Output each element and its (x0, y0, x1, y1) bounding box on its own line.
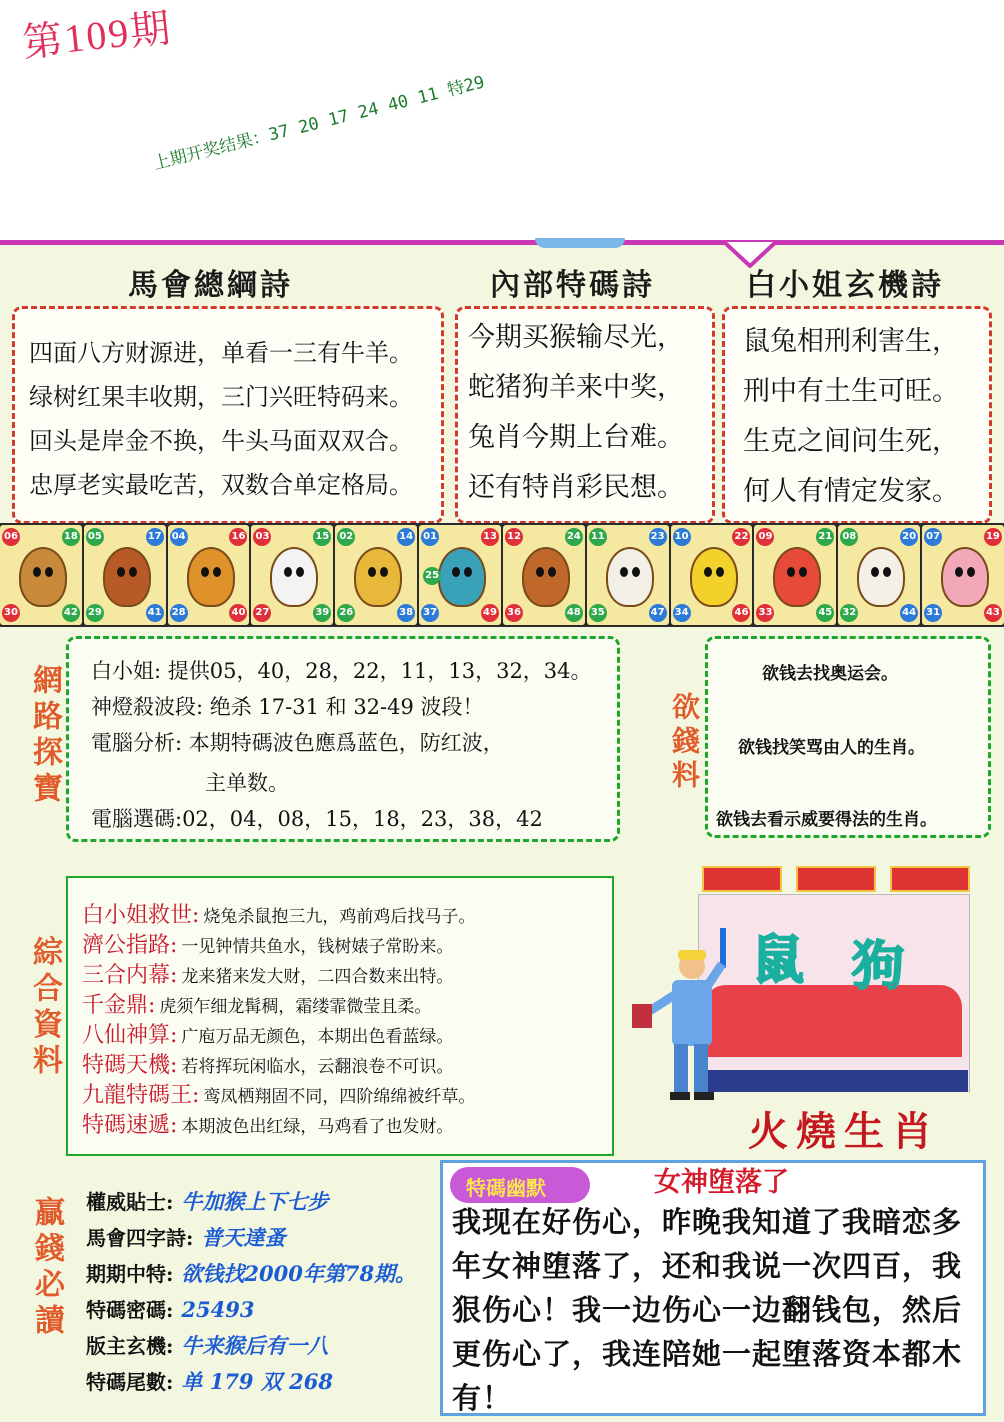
number-ball: 46 (732, 604, 750, 622)
number-ball: 49 (481, 604, 499, 622)
number-ball: 44 (900, 604, 918, 622)
rat-icon (19, 547, 67, 607)
label-comprehensive: 綜合資料 (27, 936, 62, 1080)
number-ball: 40 (229, 604, 247, 622)
number-ball: 11 (589, 528, 607, 546)
row-value: 龙来猪来发大财，二四合数来出特。 (181, 967, 454, 987)
board-base (700, 1070, 968, 1092)
zodiac-cell-goat (587, 525, 669, 625)
row-key: 權威貼士: (86, 1190, 174, 1214)
number-ball: 10 (673, 528, 691, 546)
number-ball: 18 (62, 528, 80, 546)
poem-line: 兔肖今期上台难。 (468, 422, 684, 453)
logo-edge (535, 238, 625, 248)
row-value: 一见钟情共鱼水，钱树婊子常盼来。 (181, 937, 454, 957)
row-value: 虎须乍细龙髯稠，霜缕霏微莹且柔。 (159, 997, 432, 1017)
horse-icon (522, 547, 570, 607)
row-key: 濟公指路: (82, 933, 178, 958)
number-ball: 42 (62, 604, 80, 622)
number-ball: 03 (253, 528, 271, 546)
row-value: 本期波色出红绿，马鸡看了也发财。 (181, 1117, 454, 1137)
number-ball: 38 (397, 604, 415, 622)
must-read-row (86, 1222, 285, 1252)
zodiac-cell-pig (922, 525, 1004, 625)
rooster-icon (773, 547, 821, 607)
monkey-icon (690, 547, 738, 607)
fire-wave (704, 985, 962, 1057)
poem-line: 还有特肖彩民想。 (468, 472, 684, 503)
wish-box (705, 636, 991, 838)
poem-box-middle (455, 306, 715, 524)
comprehensive-row (82, 1048, 453, 1079)
painter-icon (626, 928, 726, 1104)
zodiac-cell-dog (838, 525, 920, 625)
number-ball: 01 (421, 528, 439, 546)
network-line: 電腦分析: 本期特碼波色應爲蓝色，防红波， (91, 731, 504, 755)
label-wish-money: 欲錢料 (668, 692, 701, 794)
poem-line: 回头是岸金不换，牛头马面双双合。 (29, 427, 413, 455)
row-value: 烧兔杀鼠抱三九，鸡前鸡后找马子。 (203, 907, 476, 927)
number-ball: 45 (816, 604, 834, 622)
comprehensive-row (82, 928, 453, 959)
network-line: 主单数。 (205, 771, 289, 795)
number-ball: 06 (2, 528, 20, 546)
label-network-treasure: 網路探寶 (27, 664, 62, 808)
poem-line: 鼠兔相刑利害生， (743, 326, 959, 357)
row-value: 牛来猴后有一八 (181, 1333, 329, 1358)
number-ball: 35 (589, 604, 607, 622)
must-read-row (86, 1294, 254, 1323)
number-ball: 26 (337, 604, 355, 622)
rabbit-icon (270, 547, 318, 607)
number-ball: 13 (481, 528, 499, 546)
title-miss-bai-poem: 白小姐玄機詩 (746, 268, 944, 303)
row-key: 千金鼎: (82, 993, 156, 1018)
fire-zodiac-caption: 火燒生肖 (748, 1108, 940, 1155)
network-line: 神燈殺波段: 绝杀 17-31 和 32-49 波段！ (91, 695, 484, 719)
number-ball: 47 (649, 604, 667, 622)
comprehensive-row (82, 1078, 475, 1109)
number-ball: 09 (756, 528, 774, 546)
row-value: 广庖万品无颜色，本期出色看蓝绿。 (181, 1027, 454, 1047)
number-ball: 37 (421, 604, 439, 622)
ox-icon (103, 547, 151, 607)
row-value: 普天達蚤 (201, 1225, 286, 1250)
number-ball: 19 (984, 528, 1002, 546)
previous-result: 上期开奖结果：37 20 17 24 40 11 特29 (151, 72, 487, 175)
number-ball: 32 (840, 604, 858, 622)
comprehensive-row (82, 958, 453, 989)
number-ball: 28 (170, 604, 188, 622)
must-read-row (86, 1330, 328, 1360)
must-read-row (86, 1258, 416, 1288)
number-ball: 16 (229, 528, 247, 546)
wish-line: 欲钱找笑骂由人的生肖。 (738, 738, 925, 758)
number-ball: 17 (146, 528, 164, 546)
fire-word: 鼠 (752, 930, 805, 991)
zodiac-cell-rooster (754, 525, 836, 625)
poem-line: 绿树红果丰收期，三门兴旺特码来。 (29, 383, 413, 411)
poem-box-left (12, 306, 444, 524)
row-value: 单 179 双 268 (181, 1369, 333, 1394)
zodiac-cell-ox (84, 525, 166, 625)
number-ball: 08 (840, 528, 858, 546)
joke-badge (450, 1167, 590, 1203)
row-key: 白小姐救世: (82, 903, 200, 928)
number-ball: 04 (170, 528, 188, 546)
poem-line: 今期买猴输尽光， (468, 322, 684, 353)
zodiac-cell-horse (503, 525, 585, 625)
number-ball: 12 (505, 528, 523, 546)
dog-icon (857, 547, 905, 607)
must-read-row (86, 1366, 333, 1396)
number-ball: 07 (924, 528, 942, 546)
row-key: 版主玄機: (86, 1334, 174, 1358)
number-ball: 43 (984, 604, 1002, 622)
number-ball: 48 (565, 604, 583, 622)
number-ball: 41 (146, 604, 164, 622)
poem-box-right (722, 306, 992, 524)
row-key: 八仙神算: (82, 1023, 178, 1048)
zodiac-cell-rabbit (251, 525, 333, 625)
row-value: 25493 (181, 1297, 255, 1322)
row-key: 期期中特: (86, 1262, 174, 1286)
wish-line: 欲钱去看示威要得法的生肖。 (716, 810, 937, 830)
network-line: 電腦選碼:02，04，08，15，18，23，38，42 (91, 807, 543, 831)
joke-badge-text: 特碼幽默 (466, 1176, 546, 1200)
fire-word: 狗 (852, 936, 905, 997)
label-must-read: 贏錢必讀 (29, 1196, 64, 1340)
goat-icon (606, 547, 654, 607)
number-ball: 23 (649, 528, 667, 546)
issue-number: 第109期 (20, 5, 175, 66)
comprehensive-row (82, 1108, 453, 1139)
poem-line: 四面八方财源进，单看一三有牛羊。 (29, 339, 413, 367)
row-value: 鸾凤栖翔固不同，四阶绵绵被纤草。 (203, 1087, 476, 1107)
zodiac-cell-rat (0, 525, 82, 625)
poem-line: 何人有情定发家。 (743, 476, 959, 507)
poem-line: 蛇猪狗羊来中奖， (468, 372, 684, 403)
network-line: 白小姐: 提供05，40，28，22，11，13，32，34。 (91, 659, 592, 683)
poem-line: 生克之间问生死， (743, 426, 959, 457)
number-ball: 36 (505, 604, 523, 622)
number-ball: 27 (253, 604, 271, 622)
title-inner-code-poem: 內部特碼詩 (490, 268, 655, 303)
number-ball: 21 (816, 528, 834, 546)
zodiac-cell-snake (419, 525, 501, 625)
number-ball: 24 (565, 528, 583, 546)
chimney (796, 866, 876, 892)
comprehensive-box (66, 876, 614, 1156)
title-horse-club-poem: 馬會總綱詩 (128, 268, 293, 303)
row-key: 特碼密碼: (86, 1298, 174, 1322)
row-key: 特碼天機: (82, 1053, 178, 1078)
row-value: 若将挥玩闲临水，云翻浪卷不可识。 (181, 1057, 454, 1077)
zodiac-cell-monkey (671, 525, 753, 625)
row-value: 牛加猴上下七步 (181, 1189, 329, 1214)
pig-icon (941, 547, 989, 607)
number-ball: 30 (2, 604, 20, 622)
row-key: 特碼速遞: (82, 1113, 178, 1138)
comprehensive-row (82, 1018, 453, 1049)
chimney (702, 866, 782, 892)
number-ball: 05 (86, 528, 104, 546)
wish-line: 欲钱去找奥运会。 (762, 664, 898, 684)
comprehensive-row (82, 988, 431, 1019)
number-ball: 14 (397, 528, 415, 546)
zodiac-cell-dragon (335, 525, 417, 625)
zodiac-number-strip (0, 523, 1004, 627)
joke-body: 我现在好伤心，昨晚我知道了我暗恋多年女神堕落了，还和我说一次四百，我狠伤心！我一边伤心一边翻钱包，然后更伤心了，我连陪她一起堕落资本都木有！ (452, 1205, 963, 1415)
zodiac-cell-tiger (168, 525, 250, 625)
number-ball: 20 (900, 528, 918, 546)
number-ball: 22 (732, 528, 750, 546)
comprehensive-row (82, 898, 475, 929)
number-ball: 31 (924, 604, 942, 622)
poem-line: 刑中有土生可旺。 (743, 376, 959, 407)
number-ball: 25 (423, 567, 441, 585)
joke-title: 女神堕落了 (654, 1167, 789, 1198)
number-ball: 39 (313, 604, 331, 622)
number-ball: 15 (313, 528, 331, 546)
must-read-row (86, 1186, 328, 1216)
poem-line: 忠厚老实最吃苦，双数合单定格局。 (29, 471, 413, 499)
number-ball: 02 (337, 528, 355, 546)
network-box (66, 636, 620, 842)
snake-icon (438, 547, 486, 607)
row-value: 欲钱找2000年第78期。 (181, 1261, 417, 1286)
dragon-icon (354, 547, 402, 607)
number-ball: 29 (86, 604, 104, 622)
row-key: 馬會四字詩: (86, 1226, 194, 1250)
row-key: 三合内幕: (82, 963, 178, 988)
number-ball: 33 (756, 604, 774, 622)
number-ball: 34 (673, 604, 691, 622)
tiger-icon (187, 547, 235, 607)
row-key: 九龍特碼王: (82, 1083, 200, 1108)
row-key: 特碼尾數: (86, 1370, 174, 1394)
chimney (890, 866, 970, 892)
